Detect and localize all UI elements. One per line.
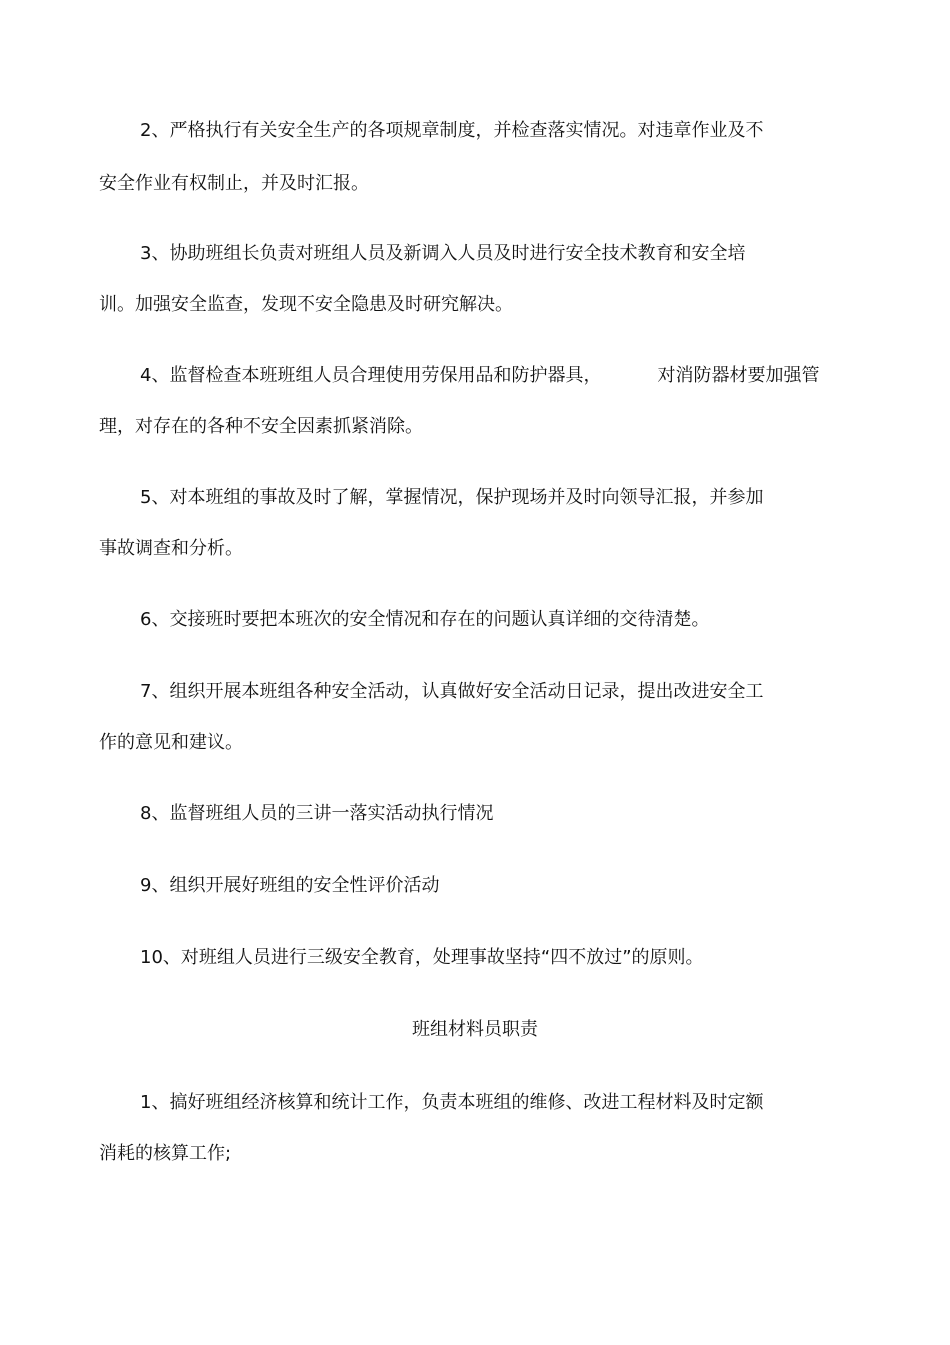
item-5-line-1: 5、对本班组的事故及时了解，掌握情况，保护现场并及时向领导汇报，并参加 bbox=[140, 487, 764, 508]
section-title: 班组材料员职责 bbox=[412, 1019, 538, 1040]
item-8-line-1: 8、监督班组人员的三讲一落实活动执行情况 bbox=[140, 803, 494, 824]
material-item-1-line-2: 消耗的核算工作; bbox=[99, 1143, 232, 1164]
item-7-line-1: 7、组织开展本班组各种安全活动，认真做好安全活动日记录，提出改进安全工 bbox=[140, 681, 764, 702]
item-4-line-1 bbox=[140, 364, 819, 388]
item-7-line-2: 作的意见和建议。 bbox=[99, 732, 243, 753]
item-4-line-1-part-2: 对消防器材要加强管 bbox=[657, 365, 820, 386]
item-10-line-1: 10、对班组人员进行三级安全教育，处理事故坚持“四不放过”的原则。 bbox=[140, 947, 704, 968]
item-2-line-1: 2、严格执行有关安全生产的各项规章制度，并检查落实情况。对违章作业及不 bbox=[140, 120, 764, 141]
item-6-line-1: 6、交接班时要把本班次的安全情况和存在的问题认真详细的交待清楚。 bbox=[140, 609, 710, 630]
material-item-1-line-1: 1、搞好班组经济核算和统计工作，负责本班组的维修、改进工程材料及时定额 bbox=[140, 1092, 764, 1113]
item-4-line-2: 理，对存在的各种不安全因素抓紧消除。 bbox=[99, 416, 423, 437]
item-5-line-2: 事故调查和分析。 bbox=[99, 538, 243, 559]
item-4-line-1-part-1: 4、监督检查本班班组人员合理使用劳保用品和防护器具， bbox=[140, 365, 602, 386]
item-3-line-2: 训。加强安全监查，发现不安全隐患及时研究解决。 bbox=[99, 294, 513, 315]
item-3-line-1: 3、协助班组长负责对班组人员及新调入人员及时进行安全技术教育和安全培 bbox=[140, 243, 746, 264]
item-9-line-1: 9、组织开展好班组的安全性评价活动 bbox=[140, 875, 440, 896]
item-2-line-2: 安全作业有权制止，并及时汇报。 bbox=[99, 173, 369, 194]
